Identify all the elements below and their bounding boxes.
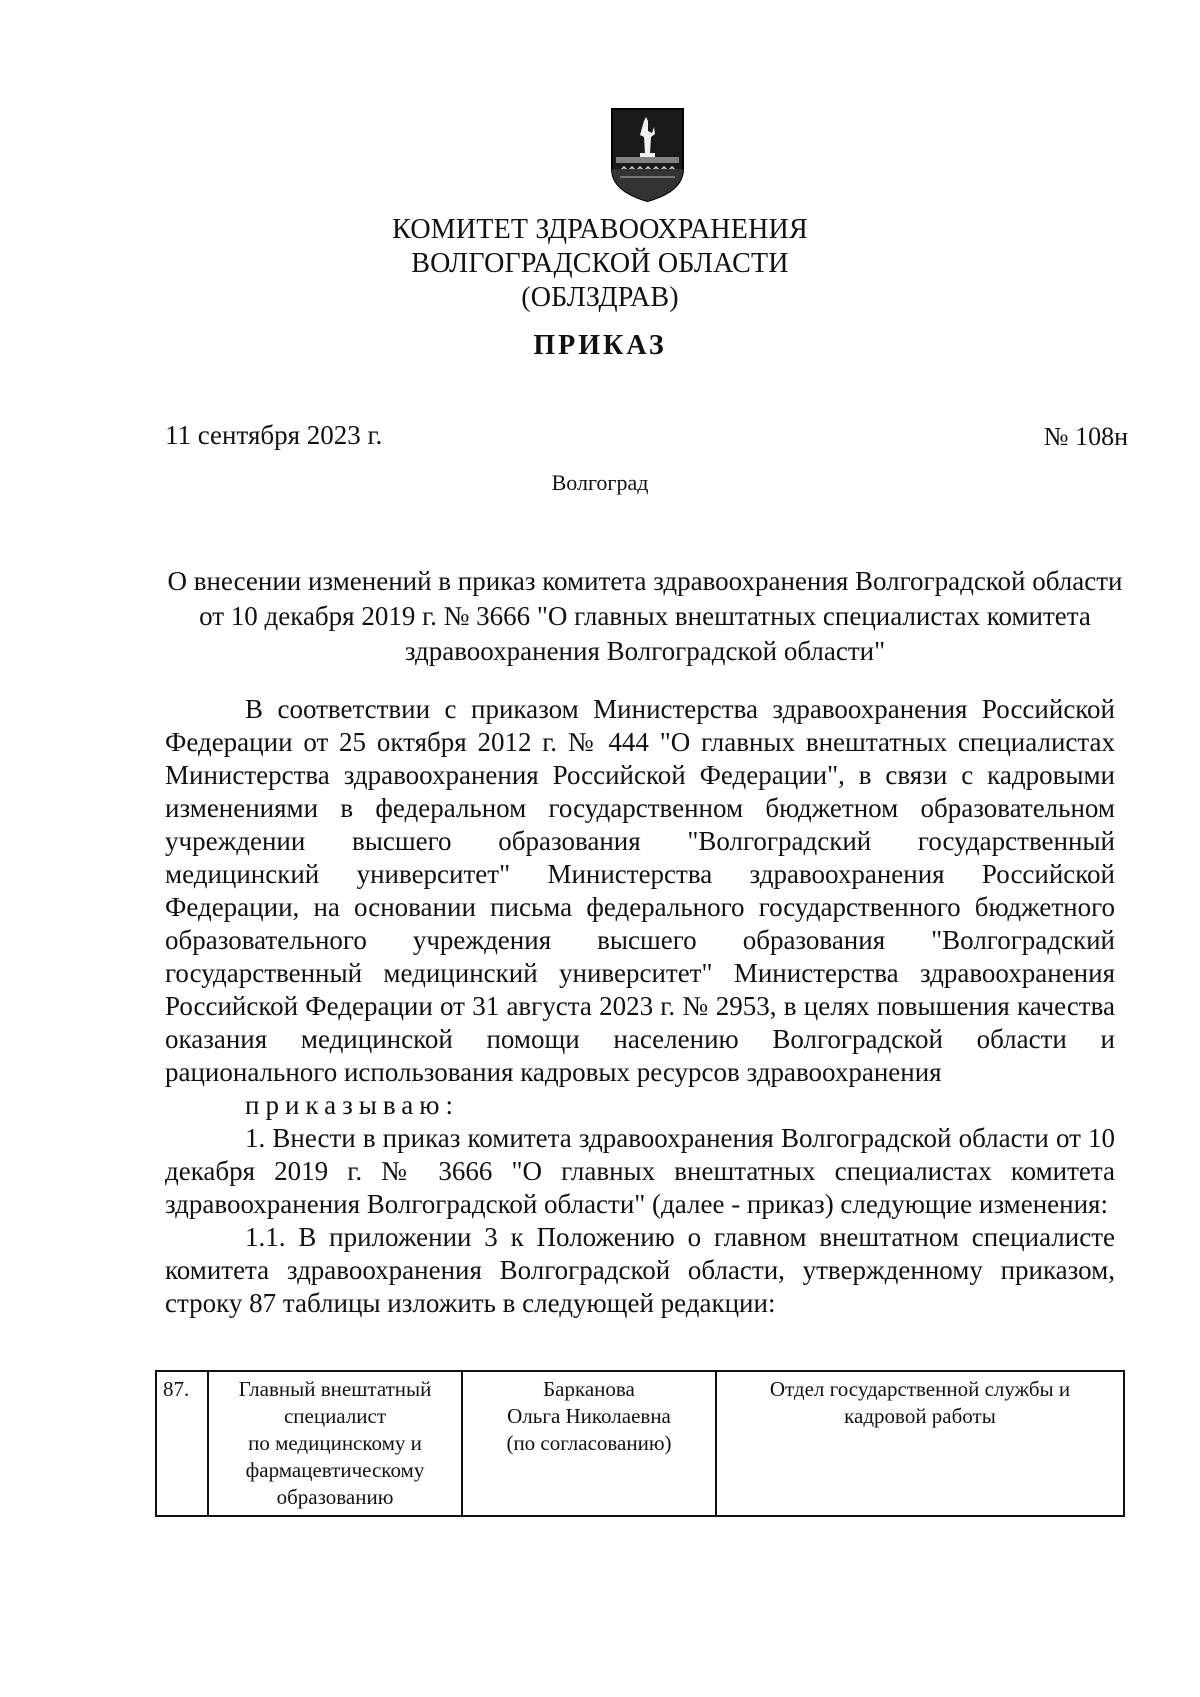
department-line: кадровой работы [844, 1404, 996, 1428]
department-cell [716, 1371, 1124, 1516]
position-cell [208, 1371, 462, 1516]
position-line: Главный внештатный [238, 1377, 432, 1401]
org-abbreviation: (ОБЛЗДРАВ) [521, 282, 679, 313]
order-number: № 108н [1043, 422, 1128, 451]
order-title: О внесении изменений в приказ комитета здравоохранения Волгоградской области от 10 декабря 2019 г. № 3666 "О главных внештатных специалистах комитета здравоохранения Волгоградской области" [167, 566, 1123, 666]
amendment-table [155, 1370, 1125, 1517]
order-word: приказываю: [245, 1090, 459, 1120]
specialist-name-cell [462, 1371, 716, 1516]
name-line: Барканова [543, 1377, 635, 1401]
position-line: образованию [276, 1485, 394, 1509]
name-line: Ольга Николаевна [507, 1404, 671, 1428]
preamble-paragraph: В соответствии с приказом Министерства здравоохранения Российской Федерации от 25 октября 2012 г. № 444 "О главных внештатных специалистах Министерства здравоохранения Российской Федерации", в связи с кадровыми изменениями в федеральном государственном бюджетном образовательном учреждении высшего образования "Волгоградский государственный медицинский университет" Министерства здравоохранения Российской Федерации, на основании письма федерального государственного бюджетного образовательного учреждения высшего образования "Волгоградский государственный медицинский университет" Министерства здравоохранения Российской Федерации от 31 августа 2023 г. № 2953, в целях повышения качества оказания медицинской помощи населению Волгоградской области и рационального использования кадровых ресурсов здравоохранения [165, 694, 1115, 1087]
coat-of-arms-icon [610, 107, 685, 203]
org-name-line-1: КОМИТЕТ ЗДРАВООХРАНЕНИЯ [392, 214, 808, 245]
order-body [165, 693, 1115, 1320]
order-city: Волгоград [551, 470, 649, 495]
item-1-paragraph: 1. Внести в приказ комитета здравоохранения Волгоградской области от 10 декабря 2019 г. № 3666 "О главных внештатных специалистах комитета здравоохранения Волгоградской области" (далее - приказ) следующие изменения: [165, 1123, 1115, 1219]
position-line: фармацевтическому [245, 1458, 425, 1482]
org-name-line-2: ВОЛГОГРАДСКОЙ ОБЛАСТИ [411, 248, 789, 279]
document-type-heading: ПРИКАЗ [533, 330, 667, 361]
row-number-cell: 87. [156, 1371, 208, 1516]
position-line: специалист [283, 1404, 387, 1428]
position-line: по медицинскому и [248, 1431, 422, 1455]
order-date: 11 сентября 2023 г. [165, 420, 383, 450]
department-line: Отдел государственной службы и [769, 1377, 1071, 1401]
name-line: (по согласованию) [506, 1431, 672, 1455]
table-row [156, 1371, 1124, 1516]
item-1-1-paragraph: 1.1. В приложении 3 к Положению о главном внештатном специалисте комитета здравоохранения Волгоградской области, утвержденному приказом, строку 87 таблицы изложить в следующей редакции: [165, 1222, 1115, 1318]
